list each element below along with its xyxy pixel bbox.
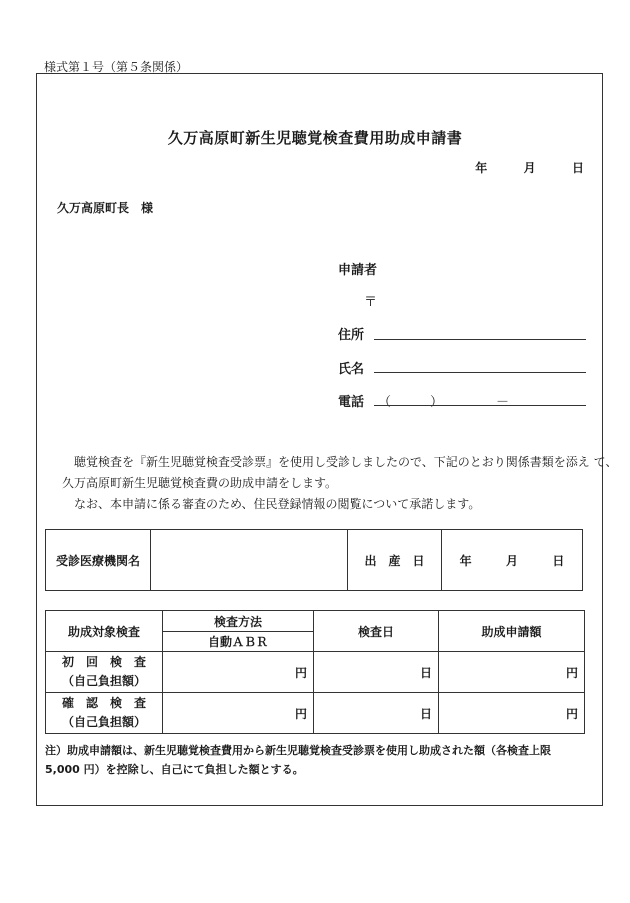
- form-number: 様式第１号（第５条関係）: [44, 60, 189, 74]
- table-row: [46, 693, 585, 734]
- method-cell[interactable]: 円: [163, 693, 314, 734]
- postal-mark: 〒: [364, 295, 378, 310]
- address-field[interactable]: [374, 338, 586, 340]
- institution-table: [45, 529, 583, 591]
- note-line-1: 注）助成申請額は、新生児聴覚検査費用から新生児聴覚検査受診票を使用し助成された額（各検査上限: [45, 744, 551, 757]
- amount-cell[interactable]: 円: [439, 693, 585, 734]
- addressee: 久万高原町長 様: [57, 201, 154, 215]
- row-name: 初 回 検 査: [61, 655, 146, 669]
- name-label: 氏名: [338, 362, 365, 377]
- birth-month: 月: [505, 553, 518, 568]
- date-cell[interactable]: 日: [314, 652, 439, 693]
- phone-field[interactable]: [374, 404, 586, 406]
- row-sub: （自己負担額）: [61, 715, 146, 729]
- phone-dash: －: [496, 395, 510, 410]
- col-method-header: 検査方法: [163, 611, 314, 632]
- birth-year: 年: [459, 553, 472, 568]
- birth-date-label: 出 産 日: [348, 530, 442, 591]
- institution-input[interactable]: [151, 530, 348, 591]
- row-sub: （自己負担額）: [61, 674, 146, 688]
- applicant-heading: 申請者: [338, 263, 378, 278]
- application-date: [475, 159, 584, 176]
- birth-date-field[interactable]: [442, 530, 583, 591]
- date-year: 年: [475, 161, 488, 175]
- phone-open-paren: （: [378, 395, 392, 410]
- col-target-header: 助成対象検査: [46, 611, 163, 652]
- phone-close-paren: ）: [430, 395, 444, 410]
- birth-day: 日: [552, 553, 565, 568]
- col-date-header: 検査日: [314, 611, 439, 652]
- address-label: 住所: [338, 328, 365, 343]
- body-text: [62, 452, 618, 515]
- paragraph-2: なお、本申請に係る審査のため、住民登録情報の閲覧について承諾します。: [74, 497, 481, 511]
- col-amount-header: 助成申請額: [439, 611, 585, 652]
- row-label: [46, 652, 163, 693]
- phone-label: 電話: [338, 395, 365, 410]
- name-field[interactable]: [374, 371, 586, 373]
- paragraph-1: 聴覚検査を『新生児聴覚検査受診票』を使用し受診しましたので、下記のとおり関係書類を添え て、久万高原町新生児聴覚検査費の助成申請をします。: [62, 455, 618, 490]
- institution-label: 受診医療機関名: [46, 530, 151, 591]
- method-cell[interactable]: 円: [163, 652, 314, 693]
- subsidy-table: [45, 610, 585, 734]
- date-cell[interactable]: 日: [314, 693, 439, 734]
- date-month: 月: [523, 161, 536, 175]
- row-label: [46, 693, 163, 734]
- amount-cell[interactable]: 円: [439, 652, 585, 693]
- date-day: 日: [571, 161, 584, 175]
- page-title: 久万高原町新生児聴覚検査費用助成申請書: [167, 129, 463, 147]
- col-method-sub-header: 自動ＡＢＲ: [163, 632, 314, 652]
- note-line-2: 5,000 円）を控除し、自己にて負担した額とする。: [45, 763, 304, 776]
- row-name: 確 認 検 査: [61, 696, 146, 710]
- note: [45, 741, 605, 779]
- table-row: [46, 652, 585, 693]
